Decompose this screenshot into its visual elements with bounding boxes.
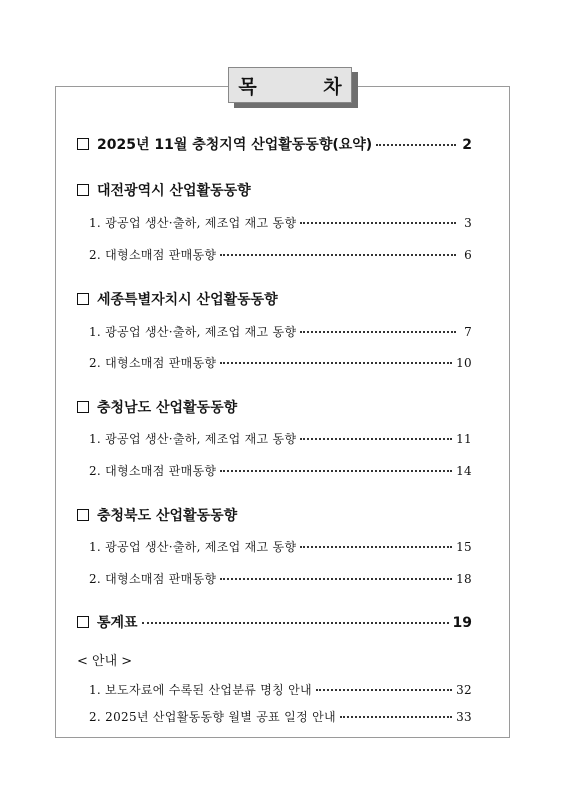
- notice-heading: [77, 650, 132, 669]
- toc-entry-page: 10: [456, 356, 472, 370]
- toc-entry[interactable]: [89, 708, 472, 725]
- toc-entry-page: 33: [456, 710, 472, 724]
- toc-entry[interactable]: [89, 430, 472, 447]
- toc-entry-label: 2. 대형소매점 판매동향: [89, 572, 217, 586]
- square-bullet-icon: [77, 616, 89, 628]
- toc-entry-page: 19: [452, 615, 472, 631]
- toc-entry[interactable]: [89, 214, 472, 231]
- toc-entry-label: 2. 2025년 산업활동동향 월별 공표 일정 안내: [89, 710, 336, 724]
- toc-entry-summary[interactable]: [77, 134, 472, 154]
- toc-entry-page: 2: [462, 137, 472, 153]
- dot-leader: [220, 254, 456, 256]
- toc-title-box: [228, 67, 372, 103]
- toc-entry-label: 2. 대형소매점 판매동향: [89, 356, 217, 370]
- square-bullet-icon: [77, 401, 89, 413]
- toc-entry[interactable]: [89, 246, 472, 263]
- toc-section-chungnam[interactable]: [77, 397, 472, 417]
- toc-entry-page: 14: [456, 464, 472, 478]
- dot-leader: [220, 578, 452, 580]
- toc-entry[interactable]: [89, 538, 472, 555]
- toc-title: 목 차: [238, 75, 372, 98]
- toc-entry-stats[interactable]: [77, 612, 472, 632]
- dot-leader: [300, 546, 452, 548]
- toc-section-heading: 충청북도 산업활동동향: [97, 508, 238, 524]
- toc-entry-label: 1. 보도자료에 수록된 산업분류 명칭 안내: [89, 683, 312, 697]
- toc-entry-label: 1. 광공업 생산·출하, 제조업 재고 동향: [89, 216, 297, 230]
- toc-entry-page: 6: [464, 248, 472, 262]
- dot-leader: [376, 144, 456, 146]
- toc-entry-page: 11: [456, 432, 472, 446]
- toc-entry-label: 통계표: [97, 615, 138, 631]
- dot-leader: [316, 689, 452, 691]
- toc-entry-page: 3: [464, 216, 472, 230]
- toc-entry-page: 7: [464, 325, 472, 339]
- toc-entry[interactable]: [89, 681, 472, 698]
- toc-entry-page: 32: [456, 683, 472, 697]
- toc-section-sejong[interactable]: [77, 289, 472, 309]
- dot-leader: [220, 362, 452, 364]
- dot-leader: [220, 470, 452, 472]
- square-bullet-icon: [77, 138, 89, 150]
- toc-entry-label: 2. 대형소매점 판매동향: [89, 248, 217, 262]
- toc-entry[interactable]: [89, 354, 472, 371]
- toc-section-chungbuk[interactable]: [77, 505, 472, 525]
- dot-leader: [340, 716, 452, 718]
- toc-entry-page: 15: [456, 540, 472, 554]
- toc-section-daejeon[interactable]: [77, 180, 472, 200]
- toc-entry[interactable]: [89, 462, 472, 479]
- dot-leader: [300, 222, 456, 224]
- dot-leader: [142, 622, 449, 624]
- toc-entry[interactable]: [89, 570, 472, 587]
- square-bullet-icon: [77, 509, 89, 521]
- toc-section-heading: 세종특별자치시 산업활동동향: [97, 292, 278, 308]
- square-bullet-icon: [77, 293, 89, 305]
- toc-entry[interactable]: [89, 323, 472, 340]
- toc-entry-label: 1. 광공업 생산·출하, 제조업 재고 동향: [89, 325, 297, 339]
- toc-entry-page: 18: [456, 572, 472, 586]
- toc-section-heading: 대전광역시 산업활동동향: [97, 183, 251, 199]
- toc-entry-label: 2. 대형소매점 판매동향: [89, 464, 217, 478]
- toc-entry-label: 1. 광공업 생산·출하, 제조업 재고 동향: [89, 432, 297, 446]
- toc-entry-label: 1. 광공업 생산·출하, 제조업 재고 동향: [89, 540, 297, 554]
- dot-leader: [300, 438, 452, 440]
- square-bullet-icon: [77, 184, 89, 196]
- toc-entry-label: 2025년 11월 충청지역 산업활동동향(요약): [97, 137, 373, 153]
- toc-section-heading: 충청남도 산업활동동향: [97, 400, 238, 416]
- dot-leader: [300, 331, 456, 333]
- notice-heading-text: < 안내 >: [77, 654, 133, 669]
